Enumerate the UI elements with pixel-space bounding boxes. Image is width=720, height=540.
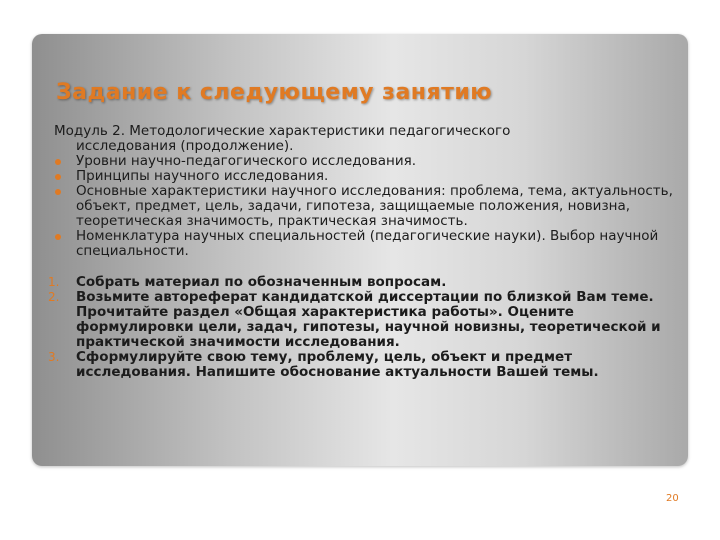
topic-text: Номенклатура научных специальностей (педагогические науки). Выбор научной специальности. <box>76 228 659 259</box>
topic-text: Основные характеристики научного исследования: проблема, тема, актуальность, объект, предмет, цель, задачи, гипотеза, защищаемые положения, новизна, теоретическая значимость, практическая значимость. <box>76 183 673 229</box>
bullet-dot-icon <box>55 234 61 240</box>
bullet-dot-icon <box>55 159 61 165</box>
intro-line-1: Модуль 2. Методологические характеристики педагогического <box>54 123 511 139</box>
list-item <box>54 184 674 229</box>
task-item <box>48 289 674 350</box>
page-number: 20 <box>666 493 679 504</box>
topic-text: Принципы научного исследования. <box>76 168 329 184</box>
slide-content <box>48 123 674 380</box>
task-item <box>48 349 674 380</box>
task-list <box>48 274 674 380</box>
task-text: Возьмите автореферат кандидатской диссертации по близкой Вам теме. Прочитайте раздел «Общая характеристика работы». Оцените формулировки цели, задач, гипотезы, научной новизны, теоретической и практической значимости исследования. <box>76 289 661 350</box>
task-number: 2. <box>48 290 60 304</box>
topic-text: Уровни научно-педагогического исследования. <box>76 153 417 169</box>
task-text: Сформулируйте свою тему, проблему, цель, объект и предмет исследования. Напишите обоснование актуальности Вашей темы. <box>76 349 599 380</box>
list-item <box>54 229 674 259</box>
bullet-dot-icon <box>55 189 61 195</box>
list-item <box>54 169 674 184</box>
task-item <box>48 274 674 290</box>
task-text: Собрать материал по обозначенным вопросам. <box>76 274 447 290</box>
task-number: 3. <box>48 350 60 364</box>
bullet-dot-icon <box>55 174 61 180</box>
topic-list <box>54 154 674 259</box>
slide-title: Задание к следующему занятию <box>56 80 493 105</box>
task-number: 1. <box>48 275 60 289</box>
list-item <box>54 154 674 169</box>
intro-line-2: исследования (продолжение). <box>76 138 294 154</box>
module-intro <box>54 124 674 154</box>
